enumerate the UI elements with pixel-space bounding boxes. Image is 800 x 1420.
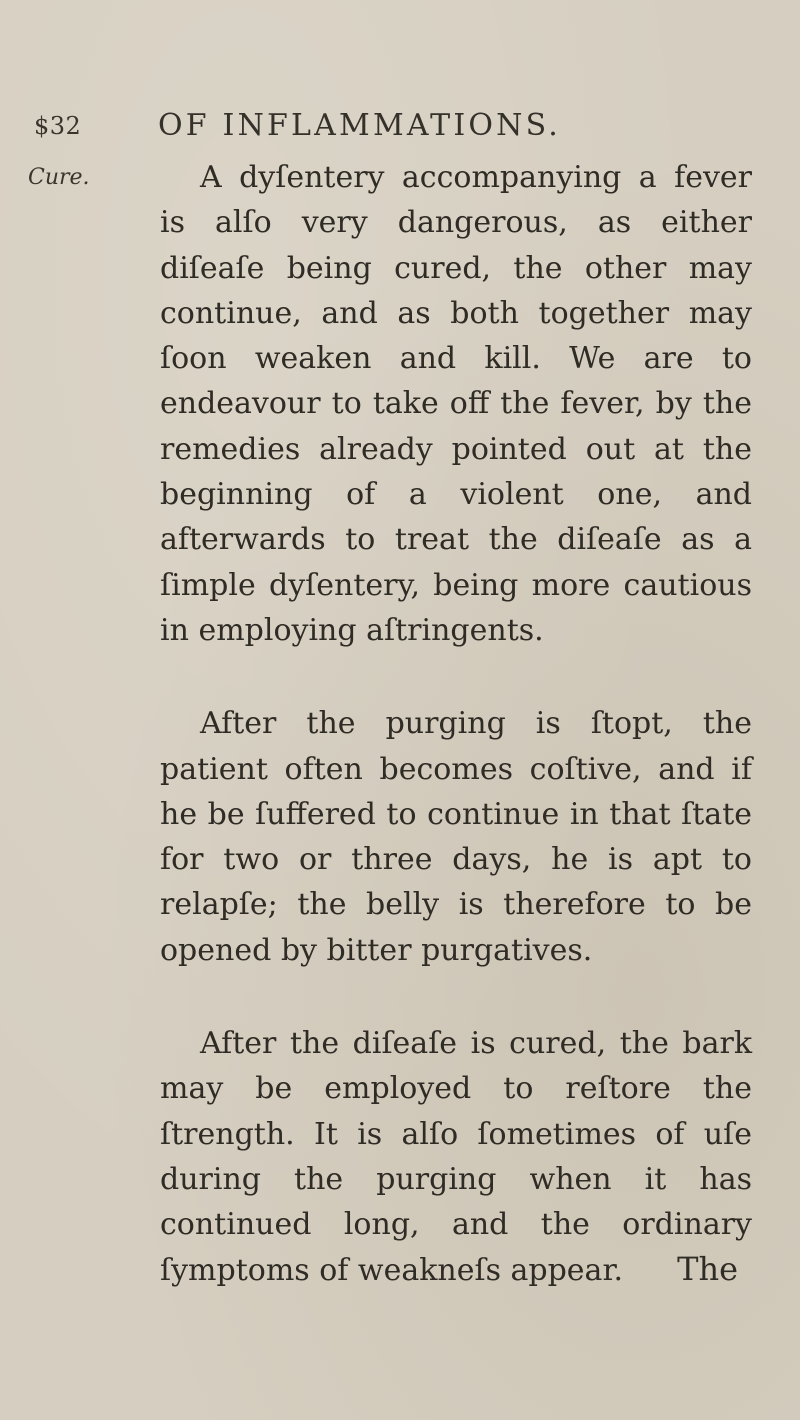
paragraph-3: After the diſeaſe is cured, the bark may be employed to reſtore the ſtrength. It is alſo ſometimes of uſe during the purging when it has continued long, and the ordinary ſymptoms of weakneſs appear.	[160, 1026, 752, 1288]
paragraph-1: A dyſentery accompanying a fever is alſo very dangerous, as either diſeaſe being cured, the other may continue, and as both together may ſoon weaken and kill. We are to endeavour to take off the fever, by the remedies already pointed out at the beginning of a violent one, and afterwards to treat the diſeaſe as a ſimple dyſentery, being more cautious in employing aſtringents.	[160, 160, 752, 648]
page-number: $32	[34, 112, 82, 140]
marginal-note: Cure.	[28, 165, 90, 190]
paragraph-2: After the purging is ſtopt, the patient often becomes coſtive, and if he be ſuffered to continue in that ſtate for two or three days, he is apt to relapſe; the belly is therefore to be opened by bitter purgatives.	[160, 706, 752, 968]
body-text	[160, 155, 752, 1293]
catchword: The	[677, 1250, 738, 1288]
running-head: OF INFLAMMATIONS.	[158, 108, 562, 143]
